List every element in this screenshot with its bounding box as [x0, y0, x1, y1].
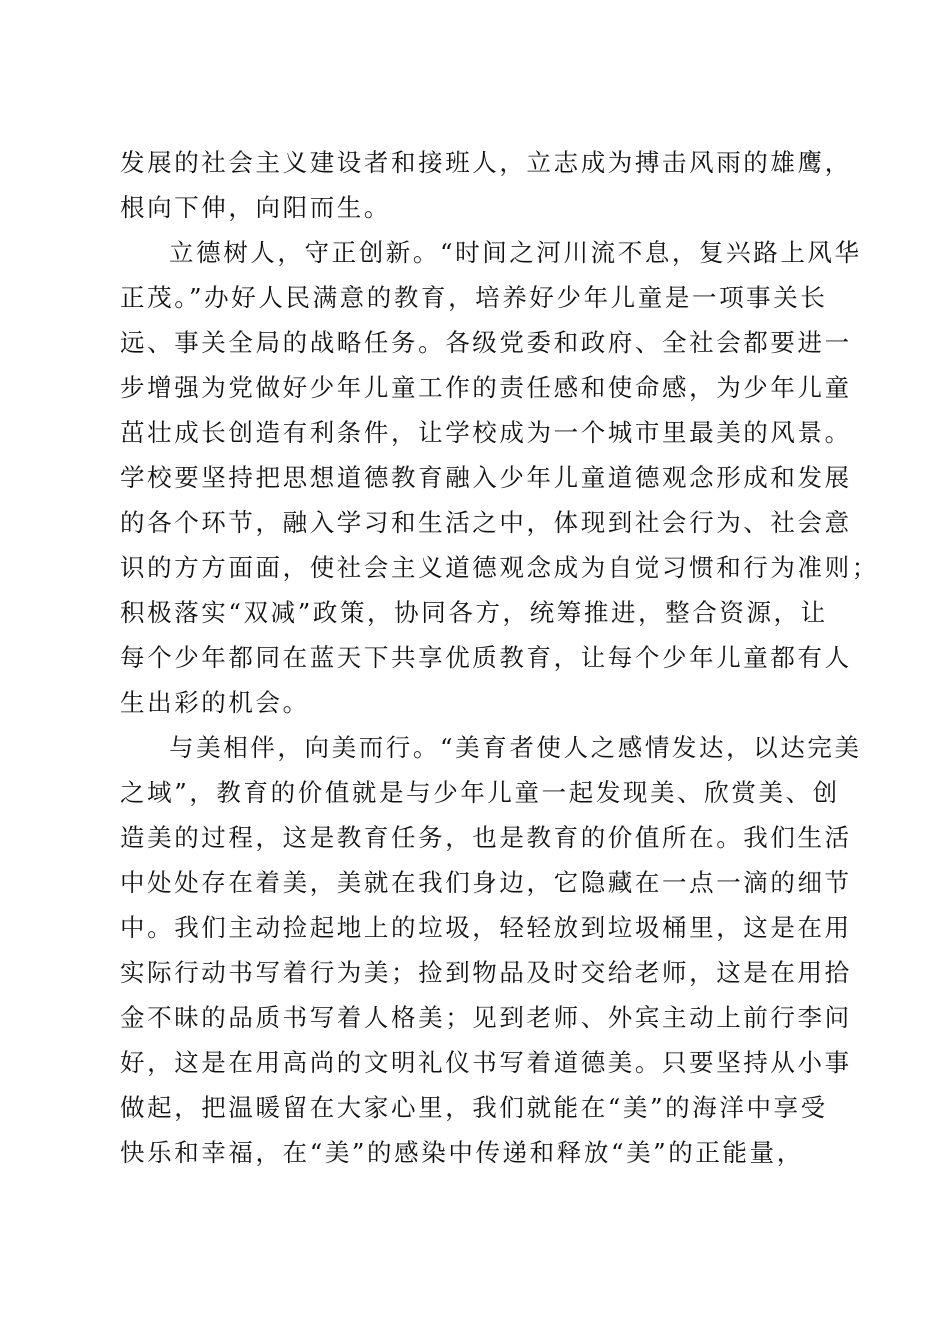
text-line: 茁壮成长创造有利条件，让学校成为一个城市里最美的风景。: [120, 418, 852, 447]
text-line: 中处处存在着美，美就在我们身边，它隐藏在一点一滴的细节: [120, 868, 852, 897]
text-line: 的各个环节，融入学习和生活之中，体现到社会行为、社会意: [120, 508, 852, 537]
text-line: 根向下伸，向阳而生。: [120, 193, 391, 222]
text-line: 金不昧的品质书写着人格美；见到老师、外宾主动上前行李问: [120, 1003, 852, 1032]
body-text: [120, 140, 879, 1175]
text-line: 学校要坚持把思想道德教育融入少年儿童道德观念形成和发展: [120, 463, 852, 492]
text-line: 正茂。”办好人民满意的教育，培养好少年儿童是一项事关长: [120, 283, 828, 312]
text-line: 快乐和幸福，在“美”的感染中传递和释放“美”的正能量，: [120, 1138, 804, 1167]
paragraph-start-line: 立德树人，守正创新。“时间之河川流不息，复兴路上风华: [169, 238, 862, 267]
text-line: 远、事关全局的战略任务。各级党委和政府、全社会都要进一: [120, 328, 852, 357]
text-line: 做起，把温暖留在大家心里，我们就能在“美”的海洋中享受: [120, 1093, 828, 1122]
text-line: 好，这是在用高尚的文明礼仪书写着道德美。只要坚持从小事: [120, 1048, 852, 1077]
text-line: 识的方方面面，使社会主义道德观念成为自觉习惯和行为准则；: [120, 553, 879, 582]
text-line: 积极落实“双减”政策，协同各方，统筹推进，整合资源，让: [120, 598, 828, 627]
text-line: 步增强为党做好少年儿童工作的责任感和使命感，为少年儿童: [120, 373, 852, 402]
text-line: 生出彩的机会。: [120, 688, 310, 717]
text-line: 发展的社会主义建设者和接班人，立志成为搏击风雨的雄鹰，: [120, 148, 852, 177]
text-line: 之域”，教育的价值就是与少年儿童一起发现美、欣赏美、创: [120, 778, 840, 807]
text-line: 实际行动书写着行为美；捡到物品及时交给老师，这是在用拾: [120, 958, 852, 987]
text-line: 造美的过程，这是教育任务，也是教育的价值所在。我们生活: [120, 823, 852, 852]
text-line: 每个少年都同在蓝天下共享优质教育，让每个少年儿童都有人: [120, 643, 852, 672]
paragraph-start-line: 与美相伴，向美而行。“美育者使人之感情发达，以达完美: [169, 733, 862, 762]
text-line: 中。我们主动捡起地上的垃圾，轻轻放到垃圾桶里，这是在用: [120, 913, 852, 942]
